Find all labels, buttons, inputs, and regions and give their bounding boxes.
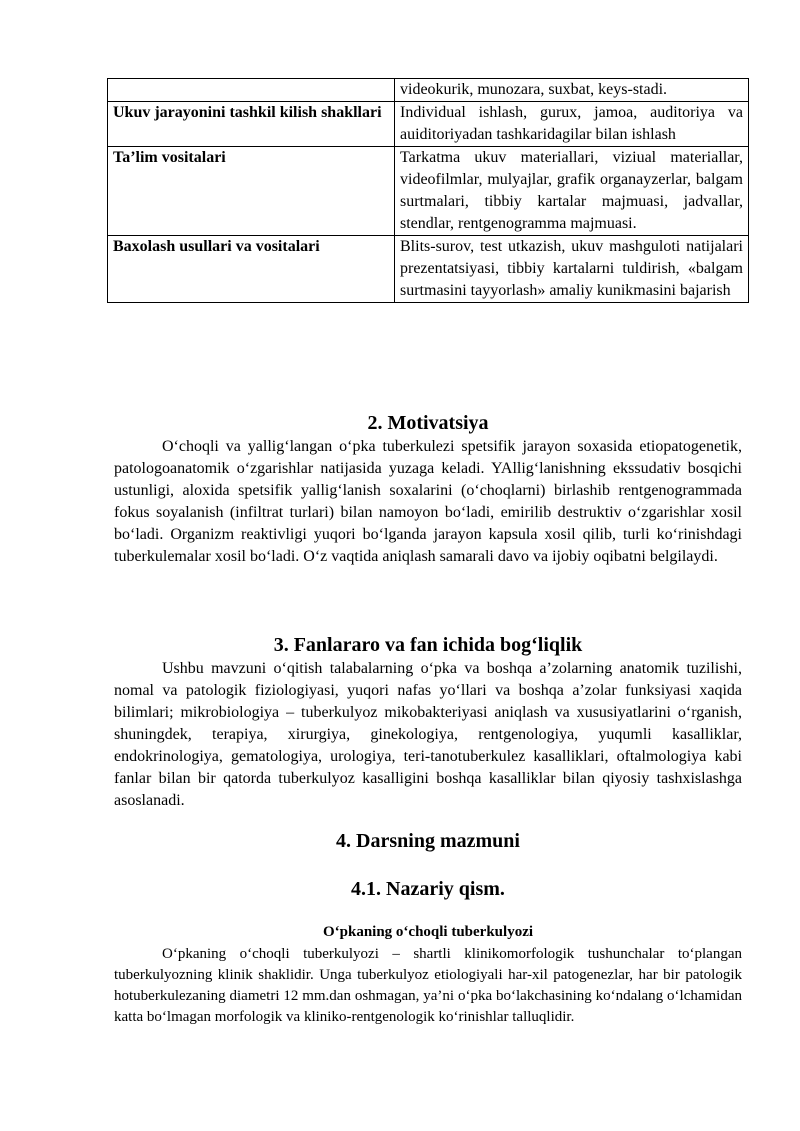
interdisciplinary-paragraph: Ushbu mavzuni o‘qitish talabalarning o‘pka va boshqa a’zolarning anatomik tuzilishi, nomal va patologik fiziologiyasi, yuqori nafas yo‘llari va boshqa a’zolar funksiyasi xaqida bilimlari; mikrobiologiya – tuberkulyoz mikobakteriyasi aniqlash va xususiyatlarini o‘rganish, shuningdek, terapiya, xirurgiya, ginekologiya, rentgenologiya, yuqumli kasalliklar, endokrinologiya, gematologiya, urologiya, teri-tanotuberkulez kasalliklari, oftalmologiya kabi fanlar bilan bir qatorda tuberkulyoz kasalligini boshqa kasalliklar bilan qiyosiy tashxislashga asoslanadi. bbox=[114, 660, 742, 809]
methods-table bbox=[107, 78, 749, 303]
table-row bbox=[108, 102, 749, 147]
subsection-heading-focal: O‘pkaning o‘choqli tuberkulyozi bbox=[322, 924, 534, 940]
focal-paragraph: O‘pkaning o‘choqli tuberkulyozi – shartli klinikomorfologik tushunchalar to‘plangan tuberkulyozning klinik shaklidir. Unga tuberkulyoz etiologiyali har-xil patogenezlar, har bir patologik hotuberkulezaning diametri 12 mm.dan oshmagan, ya’ni o‘pka bo‘lakchasining ko‘ndalang o‘lchamidan katta bo‘lmagan morfologik va kliniko-rentgenologik ko‘rinishlar talluqlidir. bbox=[114, 946, 742, 1025]
section-heading-theory: 4.1. Nazariy qism. bbox=[351, 878, 505, 900]
table-key-cell: Ta’lim vositalari bbox=[108, 147, 395, 236]
table-value-cell: videokurik, munozara, suxbat, keys-stadi. bbox=[395, 79, 749, 102]
table-key-cell: Baxolash usullari va vositalari bbox=[108, 236, 395, 303]
table-row bbox=[108, 79, 749, 102]
table-row bbox=[108, 147, 749, 236]
table-row bbox=[108, 236, 749, 303]
table-key-cell: Ukuv jarayonini tashkil kilish shakllari bbox=[108, 102, 395, 147]
section-heading-interdisciplinary: 3. Fanlararo va fan ichida bog‘liqlik bbox=[273, 634, 583, 656]
table-value-cell: Tarkatma ukuv materiallari, viziual materiallar, videofilmlar, mulyajlar, grafik organayzerlar, balgam surtmalari, tibbiy kartalar majmuasi, jadvallar, stendlar, rentgenogramma majmuasi. bbox=[395, 147, 749, 236]
motivation-paragraph: O‘choqli va yallig‘langan o‘pka tuberkulezi spetsifik jarayon soxasida etiopatogenetik, patologoanatomik o‘zgarishlar natijasida yuzaga keladi. YAllig‘lanishning ekssudativ bosqichi ustunligi, aloxida spetsifik yallig‘lanish soxalarini (o‘choqlarni) birlashib rentgenogrammada fokus soyalanish (infiltrat turlari) bilan namoyon bo‘ladi, emirilib destruktiv o‘zgarishlar xosil bo‘ladi. Organizm reaktivligi yuqori bo‘lganda jarayon kapsula xosil qilib, turli ko‘rinishdagi tuberkulemalar xosil bo‘ladi. O‘z vaqtida aniqlash samarali davo va ijobiy oqibatni belgilaydi. bbox=[114, 438, 742, 565]
table-value-cell: Individual ishlash, gurux, jamoa, auditoriya va auiditoriyadan tashkaridagilar bilan ishlash bbox=[395, 102, 749, 147]
table-value-cell: Blits-surov, test utkazish, ukuv mashguloti natijalari prezentatsiyasi, tibbiy kartalarni tuldirish, «balgam surtmasini tayyorlash» amaliy kunikmasini bajarish bbox=[395, 236, 749, 303]
section-heading-motivation: 2. Motivatsiya bbox=[367, 412, 489, 434]
table-key-cell bbox=[108, 79, 395, 102]
section-heading-content: 4. Darsning mazmuni bbox=[336, 830, 520, 852]
